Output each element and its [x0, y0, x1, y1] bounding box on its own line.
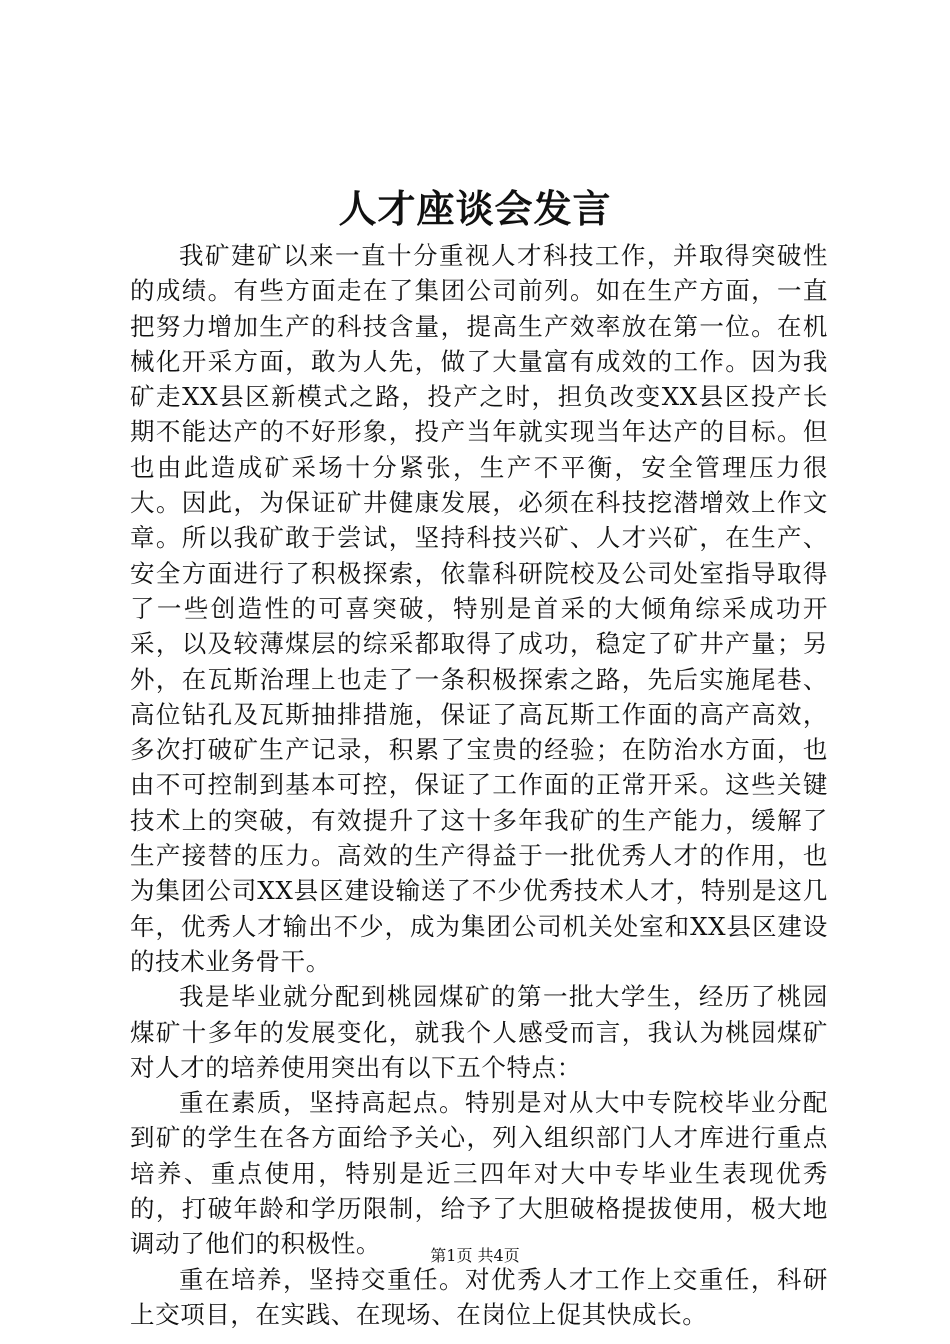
page-footer — [0, 1244, 950, 1268]
paragraph-4: 重在培养，坚持交重任。对优秀人才工作上交重任，科研上交项目，在实践、在现场、在岗位上促其快成长。 — [130, 1264, 828, 1329]
document-body — [130, 238, 828, 1332]
paragraph-2: 我是毕业就分配到桃园煤矿的第一批大学生，经历了桃园煤矿十多年的发展变化，就我个人感受而言，我认为桃园煤矿对人才的培养使用突出有以下五个特点： — [130, 982, 828, 1082]
paragraph-1: 我矿建矿以来一直十分重视人才科技工作，并取得突破性的成绩。有些方面走在了集团公司前列。如在生产方面，一直把努力增加生产的科技含量，提高生产效率放在第一位。在机械化开采方面，敢为人先，做了大量富有成效的工作。因为我矿走XX县区新模式之路，投产之时，担负改变XX县区投产长期不能达产的不好形象，投产当年就实现当年达产的目标。但也由此造成矿采场十分紧张，生产不平衡，安全管理压力很大。因此，为保证矿井健康发展，必须在科技挖潜增效上作文章。所以我矿敢于尝试，坚持科技兴矿、人才兴矿，在生产、安全方面进行了积极探索，依靠科研院校及公司处室指导取得了一些创造性的可喜突破，特别是首采的大倾角综采成功开采，以及较薄煤层的综采都取得了成功，稳定了矿井产量；另外，在瓦斯治理上也走了一条积极探索之路，先后实施尾巷、高位钻孔及瓦斯抽排措施，保证了高瓦斯工作面的高产高效，多次打破矿生产记录，积累了宝贵的经验；在防治水方面，也由不可控制到基本可控，保证了工作面的正常开采。这些关键技术上的突破，有效提升了这十多年我矿的生产能力，缓解了生产接替的压力。高效的生产得益于一批优秀人才的作用，也为集团公司XX县区建设输送了不少优秀技术人才，特别是这几年，优秀人才输出不少，成为集团公司机关处室和XX县区建设的技术业务骨干。 — [130, 241, 828, 976]
page-number: 第1页 — [430, 1246, 473, 1265]
page-total: 共4页 — [477, 1246, 520, 1265]
paragraph-3: 重在素质，坚持高起点。特别是对从大中专院校毕业分配到矿的学生在各方面给予关心，列入组织部门人才库进行重点培养、重点使用，特别是近三四年对大中专毕业生表现优秀的，打破年龄和学历限制，给予了大胆破格提拔使用，极大地调动了他们的积极性。 — [130, 1088, 828, 1259]
document-title: 人才座谈会发言 — [338, 186, 612, 231]
